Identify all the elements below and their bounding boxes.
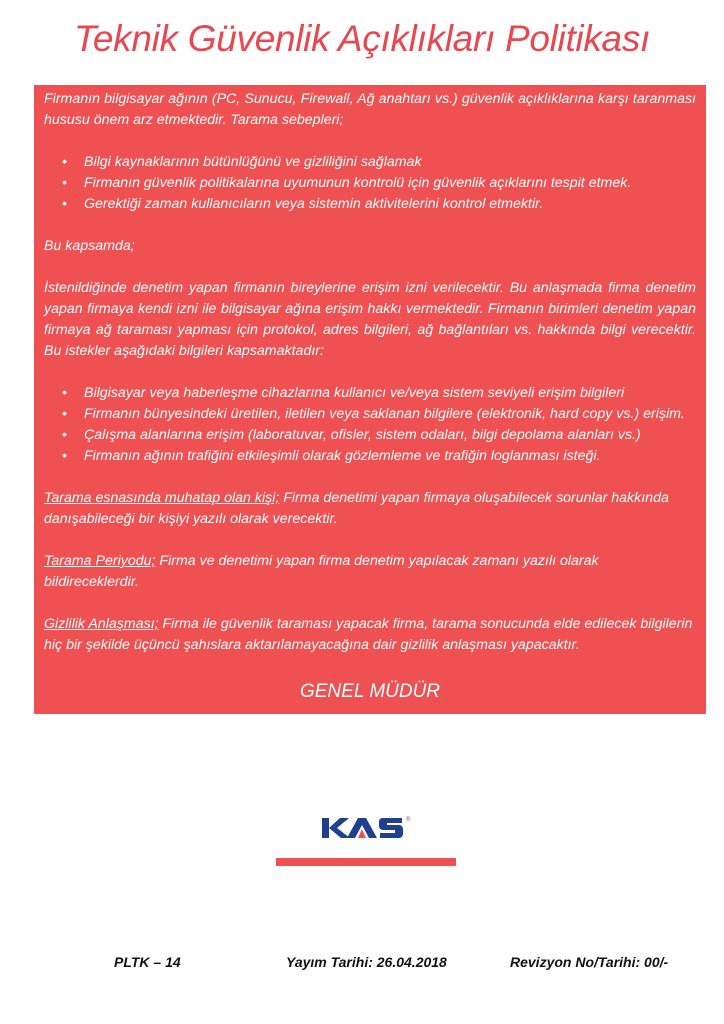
kas-logo-icon xyxy=(320,812,420,844)
signature-title: GENEL MÜDÜR xyxy=(299,681,441,702)
scope-label: Bu kapsamda; xyxy=(44,238,135,254)
footer-doc-code: PLTK – 14 xyxy=(114,954,181,970)
bullet-icon: • xyxy=(62,385,67,401)
bullet-icon: • xyxy=(62,448,67,464)
footer-publish-date: Yayım Tarihi: 26.04.2018 xyxy=(286,954,447,970)
bullet-icon: • xyxy=(62,154,67,170)
section-heading: Tarama esnasında muhatap olan kişi; xyxy=(44,490,280,506)
footer-revision: Revizyon No/Tarihi: 00/- xyxy=(510,954,669,970)
section-heading: Gizlilik Anlaşması; xyxy=(44,616,159,632)
section-scan-period: Tarama Periyodu; Firma ve denetimi yapan firma denetim yapılacak zamanı yazılı olarak bildireceklerdir. xyxy=(44,553,599,590)
policy-content-box xyxy=(34,85,706,714)
list-item: • Firmanın ağının trafiğini etkileşimli olarak gözlemleme ve trafiğin loglanması isteği. xyxy=(84,446,696,467)
bullet-icon: • xyxy=(62,175,67,191)
intro-paragraph: Firmanın bilgisayar ağının (PC, Sunucu, Firewall, Ağ anahtarı vs.) güvenlik açıklıklarına karşı taranması hususu önem arz etmektedir. Tarama sebepleri; xyxy=(44,91,696,128)
decorative-red-bar xyxy=(276,858,456,866)
reasons-list xyxy=(44,152,696,215)
kas-logo xyxy=(320,812,420,844)
list-item: • Firmanın bünyesindeki üretilen, iletilen veya saklanan bilgilere (elektronik, hard copy vs.) erişim. xyxy=(84,404,696,425)
svg-text:®: ® xyxy=(406,817,411,823)
section-confidentiality: Gizlilik Anlaşması; Firma ile güvenlik taraması yapacak firma, tarama sonucunda elde edilecek bilgilerin hiç bir şekilde üçüncü şahıslara aktarılamayacağına dair gizlilik anlaşması yapacaktır. xyxy=(44,616,693,653)
scope-paragraph: İstenildiğinde denetim yapan firmanın bireylerine erişim izni verilecektir. Bu anlaşmada firma denetim yapan firmaya kendi izni ile bilgisayar ağına erişim hakkı vermektedir. Firmanın birimleri denetim yapan firmaya ağ taraması yapması için protokol, adres bilgileri, ağ bağlantıları vs. hakkında bilgi verecektir. Bu istekler aşağıdaki bilgileri kapsamaktadır: xyxy=(44,280,696,359)
page-title: Teknik Güvenlik Açıklıkları Politikası xyxy=(73,18,650,59)
section-heading: Tarama Periyodu; xyxy=(44,553,156,569)
list-item: • Bilgisayar veya haberleşme cihazlarına kullanıcı ve/veya sistem seviyeli erişim bilgileri xyxy=(84,383,696,404)
bullet-icon: • xyxy=(62,427,67,443)
list-item: • Firmanın güvenlik politikalarına uyumunun kontrolü için güvenlik açıklarını tespit etmek. xyxy=(84,173,696,194)
bullet-icon: • xyxy=(62,406,67,422)
list-item: • Gerektiği zaman kullanıcıların veya sistemin aktivitelerini kontrol etmektir. xyxy=(84,194,696,215)
bullet-icon: • xyxy=(62,196,67,212)
list-item: • Çalışma alanlarına erişim (laboratuvar, ofisler, sistem odaları, bilgi depolama alanları vs.) xyxy=(84,425,696,446)
section-contact-person: Tarama esnasında muhatap olan kişi; Firma denetimi yapan firmaya oluşabilecek sorunlar hakkında danışabileceği bir kişiyi yazılı olarak verecektir. xyxy=(44,490,669,527)
requests-list xyxy=(44,383,696,467)
list-item: • Bilgi kaynaklarının bütünlüğünü ve gizliliğini sağlamak xyxy=(84,152,696,173)
